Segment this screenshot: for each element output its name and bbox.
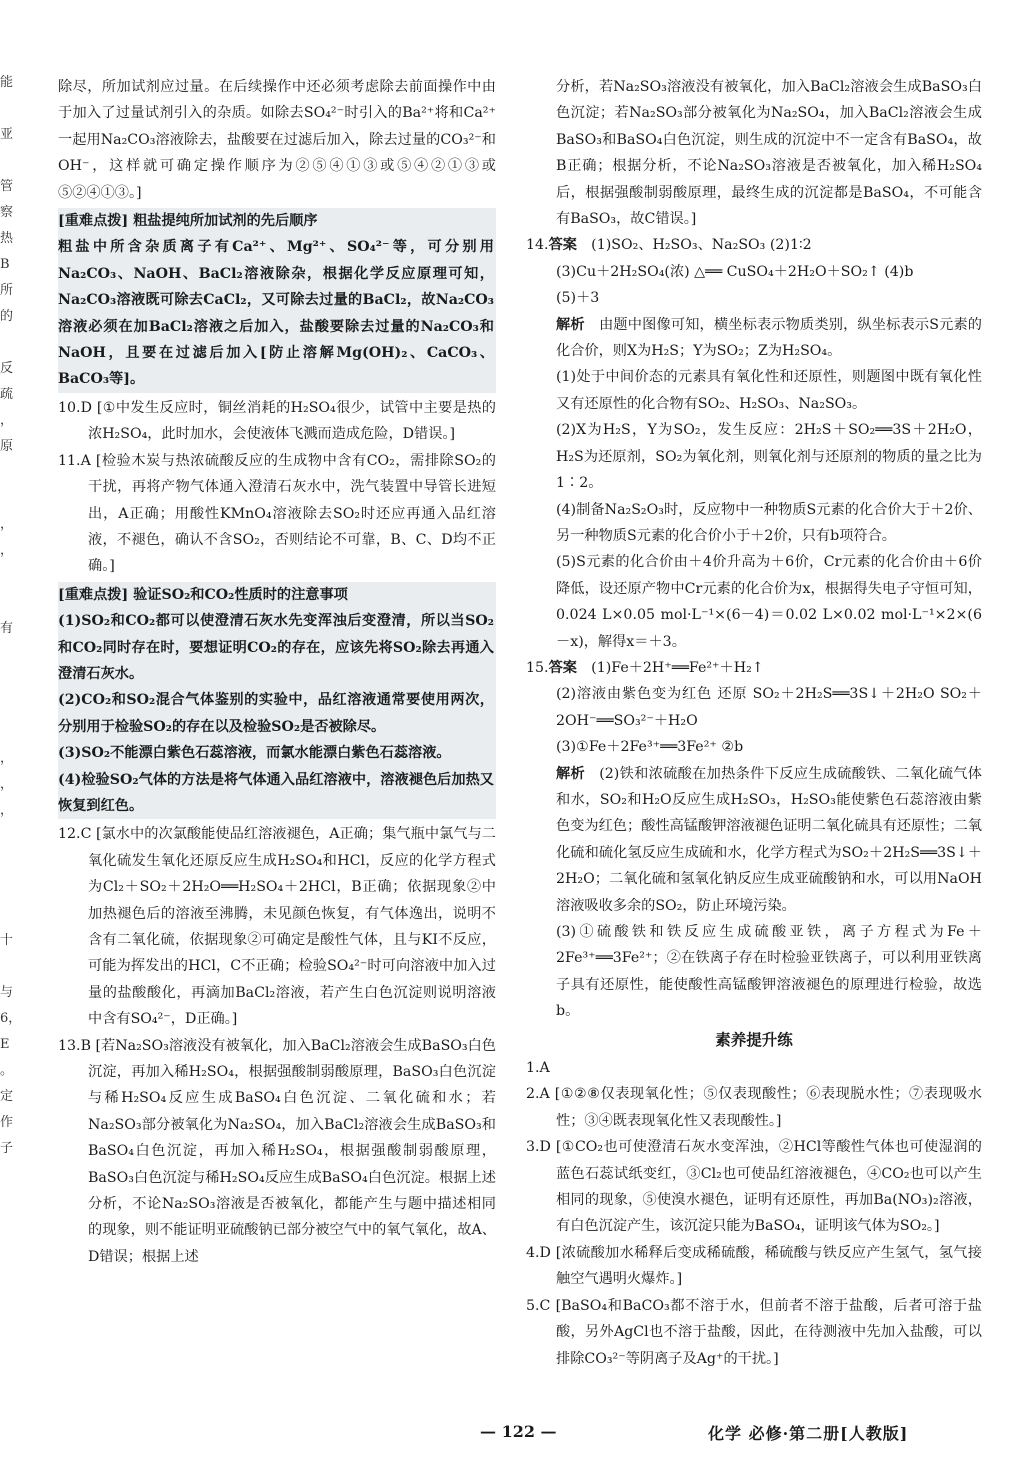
edge-char bbox=[0, 850, 22, 876]
answer-text bbox=[526, 285, 982, 311]
item-text: 由题中图像可知，横坐标表示物质类别，纵坐标表示S元素的化合价，则X为H₂S；Y为SO₂；Z为H₂SO₄。 bbox=[556, 316, 982, 360]
item-text: 2.A [①②⑧仅表现氧化性；⑤仅表现酸性；⑥表现脱水性；⑦表现吸水性；③④既表现氧化性又表现酸性。] bbox=[526, 1086, 982, 1129]
item-text: 13.B [若Na₂SO₃溶液没有被氧化，加入BaCl₂溶液会生成BaSO₃白色沉淀，再加入稀H₂SO₄，根据强酸制弱酸原理，BaSO₃白色沉淀与稀H₂SO₄反应生成BaSO₄白色沉淀、二氧化硫和水；若Na₂SO₃部分被氧化为Na₂SO₄，加入BaCl₂溶液会生成BaSO₃和BaSO₄白色沉淀，再加入稀H₂SO₄，根据强酸制弱酸原理，BaSO₃白色沉淀与稀H₂SO₄反应生成BaSO₄白色沉淀。根据上述分析，不论Na₂SO₃溶液是否被氧化，都能产生与题中描述相同的现象，则不能证明亚硫酸钠已部分被空气中的氧气氧化，故A、D错误；根据上述 bbox=[58, 1037, 496, 1265]
item-label: 答案 bbox=[548, 237, 577, 254]
key-point-title: [重难点拨] 验证SO₂和CO₂性质时的注意事项 bbox=[58, 586, 348, 603]
item-text: 除尽，所加试剂应过量。在后续操作中还必须考虑除去前面操作中由于加入了过量试剂引入的杂质。如除去SO₄²⁻时引入的Ba²⁺将和Ca²⁺一起用Na₂CO₃溶液除去，盐酸要在过滤后加入，除去过量的CO₃²⁻和OH⁻，这样就可确定操作顺序为②⑤④①③或⑤④②①③或⑤②④①③。] bbox=[58, 79, 496, 201]
answer-item bbox=[526, 1081, 982, 1134]
item-text: (2)X为H₂S，Y为SO₂，发生反应：2H₂S＋SO₂══3S＋2H₂O，H₂S为还原剂，SO₂为氧化剂，则氧化剂与还原剂的物质的量之比为1∶2。 bbox=[556, 422, 982, 492]
edge-char bbox=[0, 720, 22, 746]
edge-char bbox=[0, 642, 22, 668]
book-title: 化学 必修·第二册[人教版] bbox=[708, 1424, 909, 1443]
answer-item bbox=[526, 655, 982, 681]
edge-char: 定 bbox=[0, 1089, 14, 1104]
item-text: 分析，若Na₂SO₃溶液没有被氧化，加入BaCl₂溶液会生成BaSO₃白色沉淀；若Na₂SO₃部分被氧化为Na₂SO₄，加入BaCl₂溶液会生成BaSO₃和BaSO₄白色沉淀，则生成的沉淀中不一定含有BaSO₄，故B正确；根据分析，不论Na₂SO₃溶液是否被氧化，加入稀H₂SO₄后，根据强酸制弱酸原理，最终生成的沉淀都是BaSO₄，不可能含有BaSO₃，故C错误。] bbox=[556, 79, 982, 228]
answer-text bbox=[526, 497, 982, 550]
left-column bbox=[58, 74, 496, 1270]
item-text: 12.C [氯水中的次氯酸能使品红溶液褪色，A正确；集气瓶中氯气与二氧化硫发生氧化还原反应生成H₂SO₄和HCl，反应的化学方程式为Cl₂＋SO₂＋2H₂O══H₂SO₄＋2HCl，B正确；依据现象②中加热褪色后的溶液至沸腾，未见颜色恢复，有气体逸出，说明不含有二氧化硫，依据现象②可确定是酸性气体，且与KI不反应，可能为挥发出的HCl，C不正确；检验SO₄²⁻时可向溶液中加入过量的盐酸酸化，再滴加BaCl₂溶液，若产生白色沉淀则说明溶液中含有SO₄²⁻，D正确。] bbox=[58, 826, 496, 1028]
answer-item bbox=[526, 1055, 982, 1081]
answer-text bbox=[58, 74, 496, 206]
item-text: (1)处于中间价态的元素具有氧化性和还原性，则题图中既有氧化性又有还原性的化合物有SO₂、H₂SO₃、Na₂SO₃。 bbox=[556, 369, 982, 412]
edge-char: 有 bbox=[0, 621, 14, 636]
edge-char bbox=[0, 590, 22, 616]
edge-char bbox=[0, 460, 22, 486]
edge-char: 亚 bbox=[0, 127, 14, 142]
edge-char: 管 bbox=[0, 179, 14, 194]
edge-char bbox=[0, 564, 22, 590]
edge-char bbox=[0, 330, 22, 356]
answer-item bbox=[58, 448, 496, 580]
edge-char: 热 bbox=[0, 231, 14, 246]
edge-char bbox=[0, 486, 22, 512]
item-text: (3)Cu＋2H₂SO₄(浓) △══ CuSO₄＋2H₂O＋SO₂↑ (4)b bbox=[556, 263, 914, 280]
edge-char: 原 bbox=[0, 439, 14, 454]
key-point-line: (3)SO₂不能漂白紫色石蕊溶液，而氯水能漂白紫色石蕊溶液。 bbox=[58, 745, 451, 762]
answer-item bbox=[526, 1240, 982, 1293]
edge-char: 子 bbox=[0, 1141, 14, 1156]
key-point-line: 粗盐中所含杂质离子有Ca²⁺、Mg²⁺、SO₄²⁻等，可分别用Na₂CO₃、NaOH、BaCl₂溶液除杂，根据化学反应原理可知，Na₂CO₃溶液既可除去CaCl₂，又可除去过量的BaCl₂，故Na₂CO₃溶液必须在加BaCl₂溶液之后加入，盐酸要除去过量的Na₂CO₃和NaOH，且要在过滤后加入[防止溶解Mg(OH)₂、CaCO₃、BaCO₃等]。 bbox=[58, 239, 494, 388]
edge-char bbox=[0, 824, 22, 850]
edge-char: 反 bbox=[0, 361, 14, 376]
answer-text bbox=[526, 74, 982, 232]
item-text: 10.D [①中发生反应时，铜丝消耗的H₂SO₄很少，试管中主要是热的浓H₂SO₄，此时加水，会使液体飞溅而造成危险，D错误。] bbox=[58, 399, 496, 443]
edge-char: 十 bbox=[0, 933, 14, 948]
edge-char: 的 bbox=[0, 309, 14, 324]
edge-char bbox=[0, 694, 22, 720]
edge-char: 。 bbox=[0, 1063, 14, 1078]
item-label: 答案 bbox=[548, 659, 577, 676]
edge-char: ， bbox=[0, 543, 14, 558]
item-label: 解析 bbox=[556, 765, 586, 782]
item-text: (1)SO₂、H₂SO₃、Na₂SO₃ (2)1∶2 bbox=[591, 237, 812, 254]
edge-char: E bbox=[0, 1037, 10, 1052]
edge-char bbox=[0, 148, 22, 174]
item-text: (4)制备Na₂S₂O₃时，反应物中一种物质S元素的化合价大于＋2价、另一种物质S元素的化合价小于＋2价，只有b项符合。 bbox=[556, 501, 982, 544]
item-number: 15. bbox=[526, 659, 549, 676]
edge-char bbox=[0, 954, 22, 980]
answer-text bbox=[526, 681, 982, 734]
answer-text bbox=[526, 312, 982, 365]
key-point-line: (2)CO₂和SO₂混合气体鉴别的实验中，品红溶液通常要使用两次，分别用于检验SO₂的存在以及检验SO₂是否被除尽。 bbox=[58, 692, 494, 735]
edge-char: ， bbox=[0, 517, 14, 532]
left-edge-cropped-text bbox=[0, 70, 22, 1162]
key-point-title: [重难点拨] 粗盐提纯所加试剂的先后顺序 bbox=[58, 213, 318, 230]
edge-char: 察 bbox=[0, 205, 14, 220]
edge-char: B bbox=[0, 257, 10, 272]
item-text: (5)＋3 bbox=[556, 290, 600, 307]
edge-char bbox=[0, 876, 22, 902]
item-text: 5.C [BaSO₄和BaCO₃都不溶于水，但前者不溶于盐酸，后者可溶于盐酸，另外AgCl也不溶于盐酸，因此，在待测液中先加入盐酸，可以排除CO₃²⁻等阴离子及Ag⁺的干扰。] bbox=[526, 1297, 982, 1367]
page-number: — 122 — bbox=[480, 1422, 557, 1441]
item-text: 3.D [①CO₂也可使澄清石灰水变浑浊，②HCl等酸性气体也可使湿润的蓝色石蕊试纸变红，③Cl₂也可使品红溶液褪色，④CO₂也可以产生相同的现象，⑤使溴水褪色，证明有还原性，再加Ba(NO₃)₂溶液，有白色沉淀产生，该沉淀只能为BaSO₄，证明该气体为SO₂。] bbox=[526, 1139, 982, 1235]
edge-char bbox=[0, 96, 22, 122]
answer-item bbox=[58, 821, 496, 1032]
item-text: (3)①Fe＋2Fe³⁺══3Fe²⁺ ②b bbox=[556, 739, 744, 756]
key-point-box bbox=[58, 582, 496, 820]
right-column bbox=[526, 74, 982, 1372]
answer-text bbox=[526, 761, 982, 919]
item-text: (3)①硫酸铁和铁反应生成硫酸亚铁，离子方程式为Fe＋2Fe³⁺══3Fe²⁺；②在铁离子存在时检验亚铁离子，可以利用亚铁离子具有还原性，能使酸性高锰酸钾溶液褪色的原理进行检验，故选b。 bbox=[556, 924, 982, 1020]
edge-char bbox=[0, 902, 22, 928]
item-text: 4.D [浓硫酸加水稀释后变成稀硫酸，稀硫酸与铁反应产生氢气，氢气接触空气遇明火爆炸。] bbox=[526, 1244, 982, 1288]
key-point-line: (1)SO₂和CO₂都可以使澄清石灰水先变浑浊后变澄清，所以当SO₂和CO₂同时存在时，要想证明CO₂的存在，应该先将SO₂除去再通入澄清石灰水。 bbox=[58, 613, 494, 682]
key-point-line: (4)检验SO₂气体的方法是将气体通入品红溶液中，溶液褪色后加热又恢复到红色。 bbox=[58, 771, 494, 814]
answer-item bbox=[526, 1293, 982, 1372]
answer-text bbox=[526, 364, 982, 417]
answer-text bbox=[526, 734, 982, 760]
answer-item bbox=[58, 1033, 496, 1271]
item-label: 解析 bbox=[556, 316, 585, 333]
edge-char: ， bbox=[0, 751, 14, 766]
key-point-box bbox=[58, 208, 496, 393]
section-title: 素养提升练 bbox=[715, 1029, 793, 1049]
answer-text bbox=[526, 259, 982, 285]
edge-char: 与 bbox=[0, 985, 14, 1000]
edge-char: ， bbox=[0, 777, 14, 792]
item-text: (5)S元素的化合价由＋4价升高为＋6价，Cr元素的化合价由＋6价降低，设还原产物中Cr元素的化合价为x，根据得失电子守恒可知，0.024 L×0.05 mol·L⁻¹×(6－4)＝0.02 L×0.02 mol·L⁻¹×2×(6－x)，解得x＝＋3。 bbox=[556, 554, 982, 650]
answer-item bbox=[526, 1134, 982, 1240]
edge-char: ， bbox=[0, 413, 14, 428]
answer-text bbox=[526, 417, 982, 496]
edge-char bbox=[0, 668, 22, 694]
item-text: (2)溶液由紫色变为红色 还原 SO₂＋2H₂S══3S↓＋2H₂O SO₂＋2OH⁻══SO₃²⁻＋H₂O bbox=[556, 686, 982, 729]
item-text: (2)铁和浓硫酸在加热条件下反应生成硫酸铁、二氧化硫气体和水，SO₂和H₂O反应生成H₂SO₃，H₂SO₃能使紫色石蕊溶液由紫色变为红色；酸性高锰酸钾溶液褪色证明二氧化硫具有还原性；二氧化硫和硫化氢反应生成硫和水，化学方程式为SO₂＋2H₂S══3S↓＋2H₂O；二氧化硫和氢氧化钠反应生成亚硫酸钠和水，可以用NaOH溶液吸收多余的SO₂，防止环境污染。 bbox=[556, 765, 982, 914]
item-text: (1)Fe＋2H⁺══Fe²⁺＋H₂↑ bbox=[591, 659, 764, 676]
edge-char: 6， bbox=[0, 1011, 22, 1026]
edge-char: 所 bbox=[0, 283, 14, 298]
answer-item bbox=[526, 232, 982, 258]
edge-char: ， bbox=[0, 803, 14, 818]
edge-char: 能 bbox=[0, 75, 14, 90]
item-text: 1.A bbox=[526, 1060, 550, 1077]
answer-item bbox=[58, 395, 496, 448]
item-number: 14. bbox=[526, 237, 549, 254]
answer-text bbox=[526, 919, 982, 1025]
edge-char: 作 bbox=[0, 1115, 14, 1130]
answer-text bbox=[526, 549, 982, 655]
item-text: 11.A [检验木炭与热浓硫酸反应的生成物中含有CO₂，需排除SO₂的干扰，再将产物气体通入澄清石灰水中，洗气装置中导管长进短出，A正确；用酸性KMnO₄溶液除去SO₂时还应再通入品红溶液，不褪色，确认不含SO₂，否则结论不可靠，B、C、D均不正确。] bbox=[58, 452, 496, 575]
edge-char: 疏 bbox=[0, 387, 14, 402]
